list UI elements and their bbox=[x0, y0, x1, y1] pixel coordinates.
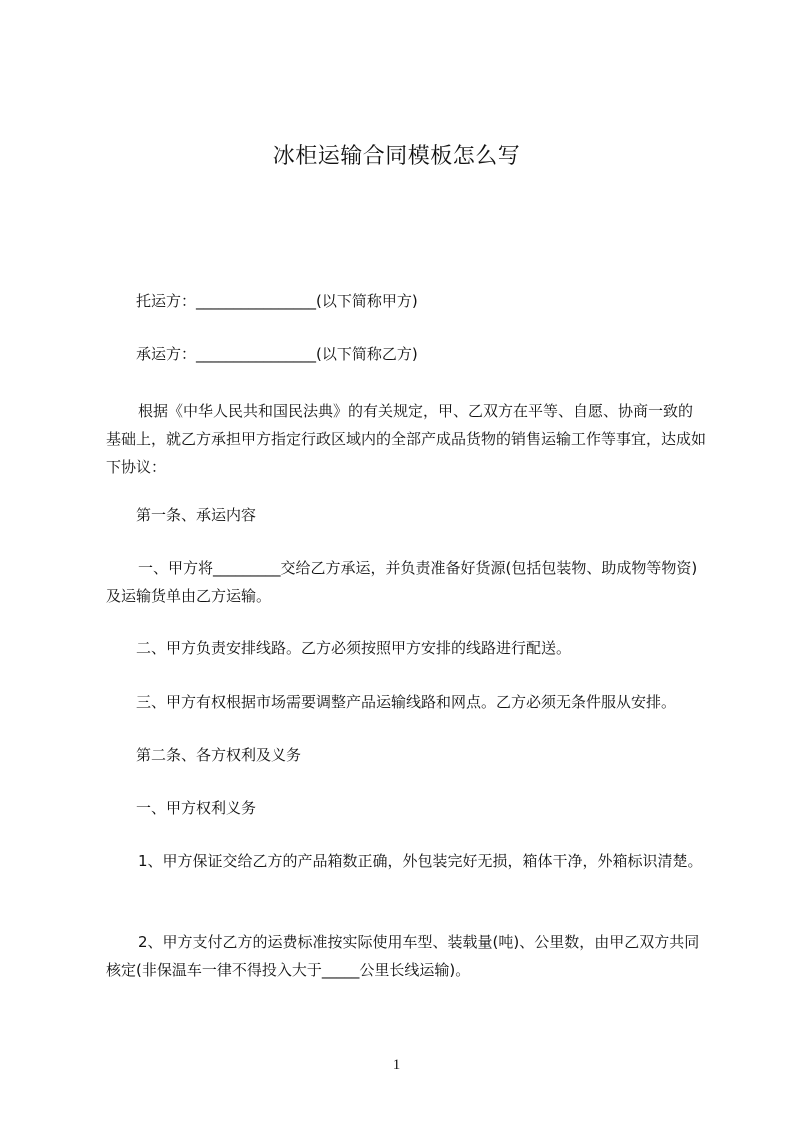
article1-heading: 第一条、承运内容 bbox=[136, 506, 257, 524]
intro-paragraph: 根据《中华人民共和国民法典》的有关规定，甲、乙双方在平等、自愿、协商一致的基础上，就乙方承担甲方指定行政区域内的全部产成品货物的销售运输工作等事宜，达成如下协议： bbox=[106, 402, 707, 476]
article1-item3: 三、甲方有权根据市场需要调整产品运输线路和网点。乙方必须无条件服从安排。 bbox=[136, 693, 677, 711]
page-number: 1 bbox=[392, 1057, 401, 1073]
document-title: 冰柜运输合同模板怎么写 bbox=[272, 144, 521, 169]
article1-item1: 一、甲方将_________交给乙方承运，并负责准备好货源(包括包装物、助成物等物资)及运输货单由乙方运输。 bbox=[106, 559, 698, 605]
carrier-line: 承运方：________________(以下简称乙方) bbox=[136, 345, 418, 363]
article2-subheading: 一、甲方权利义务 bbox=[136, 799, 257, 817]
article2-point1: 1、甲方保证交给乙方的产品箱数正确，外包装完好无损，箱体干净，外箱标识清楚。 bbox=[138, 852, 703, 870]
shipper-line: 托运方：________________(以下简称甲方) bbox=[136, 292, 418, 310]
article1-item2: 二、甲方负责安排线路。乙方必须按照甲方安排的线路进行配送。 bbox=[136, 639, 572, 657]
article2-point2: 2、甲方支付乙方的运费标准按实际使用车型、装载量(吨)、公里数，由甲乙双方共同核定(非保温车一律不得投入大于_____公里长线运输)。 bbox=[106, 933, 700, 979]
article2-heading: 第二条、各方权利及义务 bbox=[136, 746, 302, 764]
